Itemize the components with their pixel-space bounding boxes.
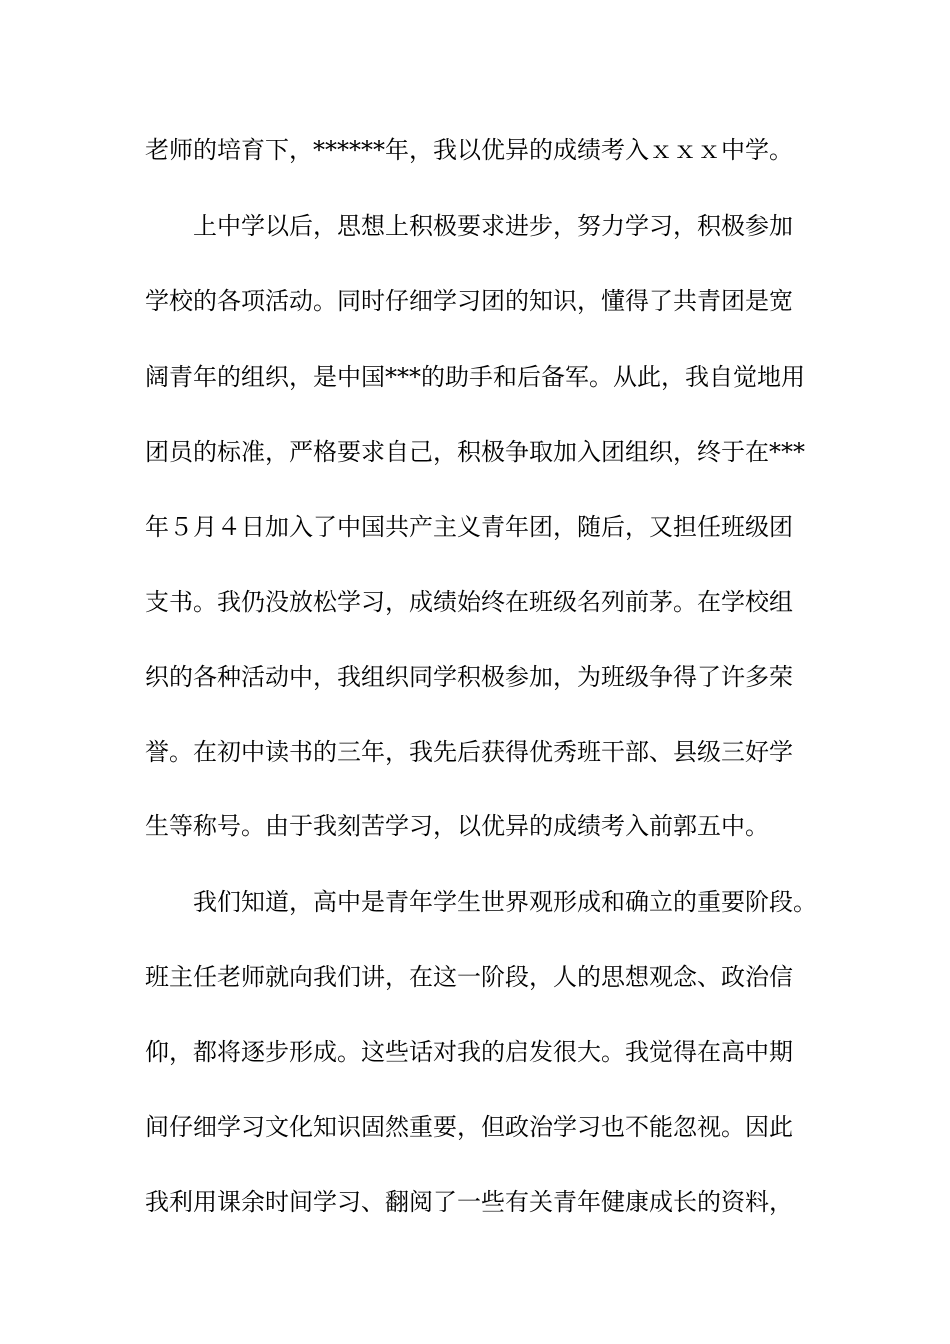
text-line-15: 我利用课余时间学习、翻阅了一些有关青年健康成长的资料，	[145, 1188, 793, 1216]
text-line-6: 年５月４日加入了中国共产主义青年团，随后，又担任班级团	[145, 513, 793, 541]
text-line-3: 学校的各项活动。同时仔细学习团的知识，懂得了共青团是宽	[145, 287, 793, 315]
text-line-12: 班主任老师就向我们讲，在这一阶段，人的思想观念、政治信	[145, 963, 793, 991]
text-line-13: 仰，都将逐步形成。这些话对我的启发很大。我觉得在高中期	[145, 1038, 793, 1066]
paragraph-start-line-11: 我们知道，高中是青年学生世界观形成和确立的重要阶段。	[193, 888, 817, 916]
text-line-7: 支书。我仍没放松学习，成绩始终在班级名列前茅。在学校组	[145, 588, 793, 616]
paragraph-start-line-2: 上中学以后，思想上积极要求进步，努力学习，积极参加	[193, 212, 793, 240]
text-line-9: 誉。在初中读书的三年，我先后获得优秀班干部、县级三好学	[145, 738, 793, 766]
text-line-14: 间仔细学习文化知识固然重要，但政治学习也不能忽视。因此	[145, 1113, 793, 1141]
text-line-5: 团员的标准，严格要求自己，积极争取加入团组织，终于在***	[145, 438, 805, 466]
text-line-1: 老师的培育下，******年，我以优异的成绩考入ｘｘｘ中学。	[145, 136, 793, 164]
text-line-4: 阔青年的组织，是中国***的助手和后备军。从此，我自觉地用	[145, 363, 805, 391]
text-line-8: 织的各种活动中，我组织同学积极参加，为班级争得了许多荣	[145, 663, 793, 691]
text-line-10: 生等称号。由于我刻苦学习，以优异的成绩考入前郭五中。	[145, 812, 769, 840]
